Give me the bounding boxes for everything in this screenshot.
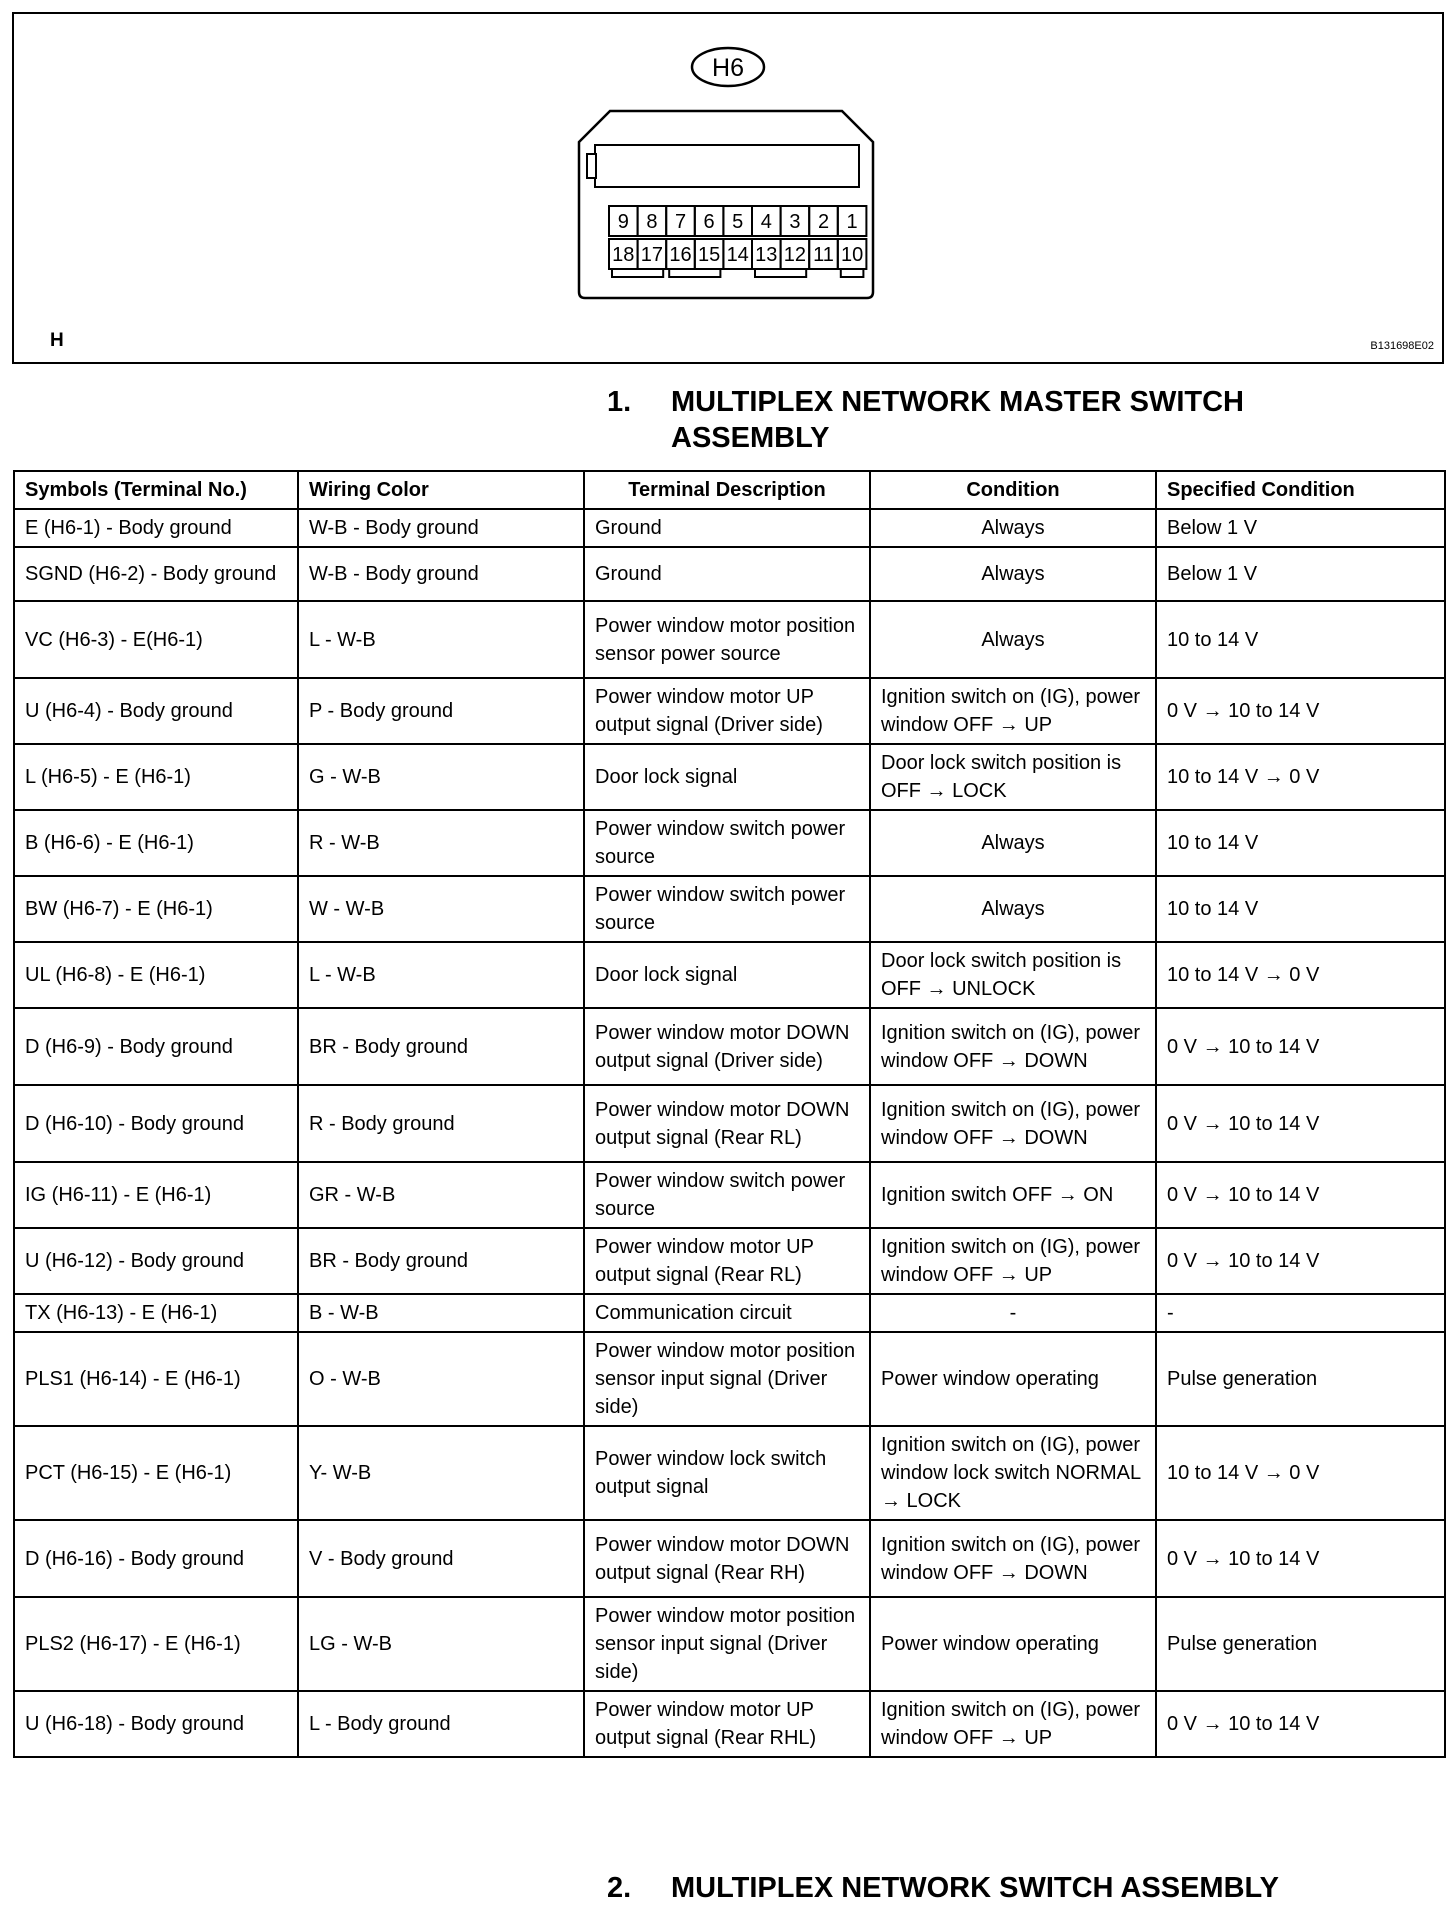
table-row <box>14 1008 1445 1085</box>
cell-condition: Ignition switch on (IG), power window lock switch NORMAL → LOCK <box>870 1426 1156 1520</box>
cell-symbol: D (H6-9) - Body ground <box>14 1008 298 1085</box>
figure-reference-code: B131698E02 <box>1370 340 1434 352</box>
cell-wiring-color: W-B - Body ground <box>298 547 584 601</box>
cell-wiring-color: W - W-B <box>298 876 584 942</box>
table-row <box>14 876 1445 942</box>
table-row <box>14 810 1445 876</box>
cell-condition: Ignition switch on (IG), power window OFF → UP <box>870 678 1156 744</box>
cell-specified-condition: 0 V → 10 to 14 V <box>1156 1085 1445 1162</box>
cell-terminal-description: Power window motor UP output signal (Driver side) <box>584 678 870 744</box>
table-row <box>14 1426 1445 1520</box>
pin-key-tab <box>841 269 864 277</box>
cell-wiring-color: LG - W-B <box>298 1597 584 1691</box>
cell-wiring-color: GR - W-B <box>298 1162 584 1228</box>
pin-key-tab <box>612 269 663 277</box>
cell-terminal-description: Power window lock switch output signal <box>584 1426 870 1520</box>
cell-terminal-description: Communication circuit <box>584 1294 870 1332</box>
pin-number: 1 <box>846 211 858 233</box>
cell-symbol: B (H6-6) - E (H6-1) <box>14 810 298 876</box>
cell-terminal-description: Power window motor DOWN output signal (Rear RH) <box>584 1520 870 1597</box>
column-header-condition: Condition <box>870 471 1156 509</box>
table-row <box>14 601 1445 678</box>
cell-wiring-color: O - W-B <box>298 1332 584 1426</box>
cell-symbol: TX (H6-13) - E (H6-1) <box>14 1294 298 1332</box>
cell-wiring-color: W-B - Body ground <box>298 509 584 547</box>
pin-key-tab <box>755 269 806 277</box>
cell-specified-condition: 0 V → 10 to 14 V <box>1156 1228 1445 1294</box>
cell-symbol: U (H6-18) - Body ground <box>14 1691 298 1757</box>
cell-terminal-description: Ground <box>584 547 870 601</box>
cell-specified-condition: 10 to 14 V → 0 V <box>1156 1426 1445 1520</box>
cell-symbol: PLS1 (H6-14) - E (H6-1) <box>14 1332 298 1426</box>
cell-condition: Ignition switch on (IG), power window OFF → DOWN <box>870 1085 1156 1162</box>
cell-terminal-description: Door lock signal <box>584 744 870 810</box>
view-label: H <box>50 330 64 351</box>
table-row <box>14 547 1445 601</box>
column-header-wiring-color: Wiring Color <box>298 471 584 509</box>
table-row <box>14 509 1445 547</box>
connector-id-label: H6 <box>712 54 744 82</box>
cell-condition: Always <box>870 601 1156 678</box>
cell-terminal-description: Power window motor position sensor input signal (Driver side) <box>584 1597 870 1691</box>
cell-wiring-color: BR - Body ground <box>298 1228 584 1294</box>
section-title: MULTIPLEX NETWORK SWITCH ASSEMBLY <box>671 1872 1279 1904</box>
table-row <box>14 1162 1445 1228</box>
cell-condition: Ignition switch on (IG), power window OFF → DOWN <box>870 1520 1156 1597</box>
cell-wiring-color: P - Body ground <box>298 678 584 744</box>
cell-specified-condition: 10 to 14 V → 0 V <box>1156 744 1445 810</box>
cell-wiring-color: B - W-B <box>298 1294 584 1332</box>
cell-specified-condition: 0 V → 10 to 14 V <box>1156 1162 1445 1228</box>
cell-specified-condition: 0 V → 10 to 14 V <box>1156 1520 1445 1597</box>
cell-wiring-color: BR - Body ground <box>298 1008 584 1085</box>
cell-condition: Door lock switch position is OFF → LOCK <box>870 744 1156 810</box>
cell-terminal-description: Power window switch power source <box>584 876 870 942</box>
section-title <box>671 384 1244 456</box>
cell-symbol: U (H6-12) - Body ground <box>14 1228 298 1294</box>
cell-specified-condition: Below 1 V <box>1156 547 1445 601</box>
cell-wiring-color: L - W-B <box>298 601 584 678</box>
cell-symbol: E (H6-1) - Body ground <box>14 509 298 547</box>
pin-grid <box>609 206 866 277</box>
cell-wiring-color: Y- W-B <box>298 1426 584 1520</box>
cell-wiring-color: R - W-B <box>298 810 584 876</box>
table-row <box>14 1691 1445 1757</box>
table-row <box>14 1597 1445 1691</box>
connector-diagram <box>12 12 1444 364</box>
cell-symbol: BW (H6-7) - E (H6-1) <box>14 876 298 942</box>
cell-terminal-description: Power window motor UP output signal (Rear RHL) <box>584 1691 870 1757</box>
cell-terminal-description: Power window motor position sensor power source <box>584 601 870 678</box>
column-header-symbols: Symbols (Terminal No.) <box>14 471 298 509</box>
column-header-terminal-description: Terminal Description <box>584 471 870 509</box>
cell-condition: Ignition switch OFF → ON <box>870 1162 1156 1228</box>
terminal-spec-table <box>13 470 1446 1758</box>
table-row <box>14 744 1445 810</box>
table-row <box>14 1520 1445 1597</box>
cell-specified-condition: 0 V → 10 to 14 V <box>1156 1008 1445 1085</box>
cell-symbol: L (H6-5) - E (H6-1) <box>14 744 298 810</box>
pin-number: 5 <box>732 211 744 233</box>
section-number: 2. <box>607 1872 632 1904</box>
cell-wiring-color: V - Body ground <box>298 1520 584 1597</box>
connector-lock-band <box>595 145 859 187</box>
cell-symbol: UL (H6-8) - E (H6-1) <box>14 942 298 1008</box>
connector-drawing <box>14 14 1442 362</box>
cell-symbol: PCT (H6-15) - E (H6-1) <box>14 1426 298 1520</box>
cell-condition: Power window operating <box>870 1597 1156 1691</box>
pin-number: 9 <box>617 211 629 233</box>
pin-key-tab <box>669 269 720 277</box>
table-row <box>14 942 1445 1008</box>
cell-condition: Always <box>870 509 1156 547</box>
cell-condition: Door lock switch position is OFF → UNLOCK <box>870 942 1156 1008</box>
cell-symbol: VC (H6-3) - E(H6-1) <box>14 601 298 678</box>
section-title-line-1: MULTIPLEX NETWORK MASTER SWITCH <box>671 386 1244 418</box>
cell-specified-condition: 10 to 14 V <box>1156 601 1445 678</box>
cell-wiring-color: R - Body ground <box>298 1085 584 1162</box>
cell-specified-condition: Pulse generation <box>1156 1332 1445 1426</box>
cell-symbol: D (H6-10) - Body ground <box>14 1085 298 1162</box>
table-row <box>14 1294 1445 1332</box>
cell-condition: Ignition switch on (IG), power window OFF → UP <box>870 1691 1156 1757</box>
pin-number: 10 <box>840 244 864 266</box>
cell-specified-condition: Below 1 V <box>1156 509 1445 547</box>
pin-number: 7 <box>674 211 687 233</box>
cell-specified-condition: 10 to 14 V <box>1156 876 1445 942</box>
table-row <box>14 1085 1445 1162</box>
cell-wiring-color: G - W-B <box>298 744 584 810</box>
table-row <box>14 678 1445 744</box>
cell-condition: Ignition switch on (IG), power window OFF → UP <box>870 1228 1156 1294</box>
cell-specified-condition: 10 to 14 V <box>1156 810 1445 876</box>
pin-number: 13 <box>755 244 778 266</box>
cell-condition: - <box>870 1294 1156 1332</box>
table-row <box>14 1228 1445 1294</box>
pin-number: 16 <box>669 244 692 266</box>
cell-condition: Power window operating <box>870 1332 1156 1426</box>
cell-symbol: IG (H6-11) - E (H6-1) <box>14 1162 298 1228</box>
cell-symbol: D (H6-16) - Body ground <box>14 1520 298 1597</box>
pin-number: 3 <box>789 211 801 233</box>
cell-symbol: SGND (H6-2) - Body ground <box>14 547 298 601</box>
cell-terminal-description: Ground <box>584 509 870 547</box>
pin-number: 4 <box>760 211 772 233</box>
table-row <box>14 1332 1445 1426</box>
cell-terminal-description: Power window motor DOWN output signal (Driver side) <box>584 1008 870 1085</box>
cell-symbol: PLS2 (H6-17) - E (H6-1) <box>14 1597 298 1691</box>
cell-specified-condition: 0 V → 10 to 14 V <box>1156 678 1445 744</box>
pin-number: 17 <box>640 244 664 266</box>
pin-number: 8 <box>646 211 658 233</box>
cell-terminal-description: Power window motor DOWN output signal (Rear RL) <box>584 1085 870 1162</box>
cell-terminal-description: Power window motor UP output signal (Rear RL) <box>584 1228 870 1294</box>
cell-wiring-color: L - W-B <box>298 942 584 1008</box>
cell-wiring-color: L - Body ground <box>298 1691 584 1757</box>
cell-specified-condition: 10 to 14 V → 0 V <box>1156 942 1445 1008</box>
pin-number: 2 <box>817 211 830 233</box>
pin-number: 12 <box>783 244 807 266</box>
cell-terminal-description: Power window switch power source <box>584 1162 870 1228</box>
connector-latch <box>587 154 596 178</box>
column-header-specified-condition: Specified Condition <box>1156 471 1445 509</box>
cell-specified-condition: Pulse generation <box>1156 1597 1445 1691</box>
pin-number: 18 <box>612 244 635 266</box>
pin-number: 15 <box>697 244 721 266</box>
cell-condition: Ignition switch on (IG), power window OFF → DOWN <box>870 1008 1156 1085</box>
cell-terminal-description: Power window motor position sensor input signal (Driver side) <box>584 1332 870 1426</box>
cell-symbol: U (H6-4) - Body ground <box>14 678 298 744</box>
cell-condition: Always <box>870 876 1156 942</box>
section-title-line-2: ASSEMBLY <box>671 422 830 454</box>
pin-number: 14 <box>726 244 749 266</box>
pin-number: 11 <box>813 244 834 266</box>
pin-number: 6 <box>703 211 715 233</box>
cell-condition: Always <box>870 547 1156 601</box>
cell-specified-condition: - <box>1156 1294 1445 1332</box>
cell-specified-condition: 0 V → 10 to 14 V <box>1156 1691 1445 1757</box>
cell-terminal-description: Power window switch power source <box>584 810 870 876</box>
table-header-row <box>14 471 1445 509</box>
cell-terminal-description: Door lock signal <box>584 942 870 1008</box>
cell-condition: Always <box>870 810 1156 876</box>
section-number: 1. <box>607 386 632 418</box>
